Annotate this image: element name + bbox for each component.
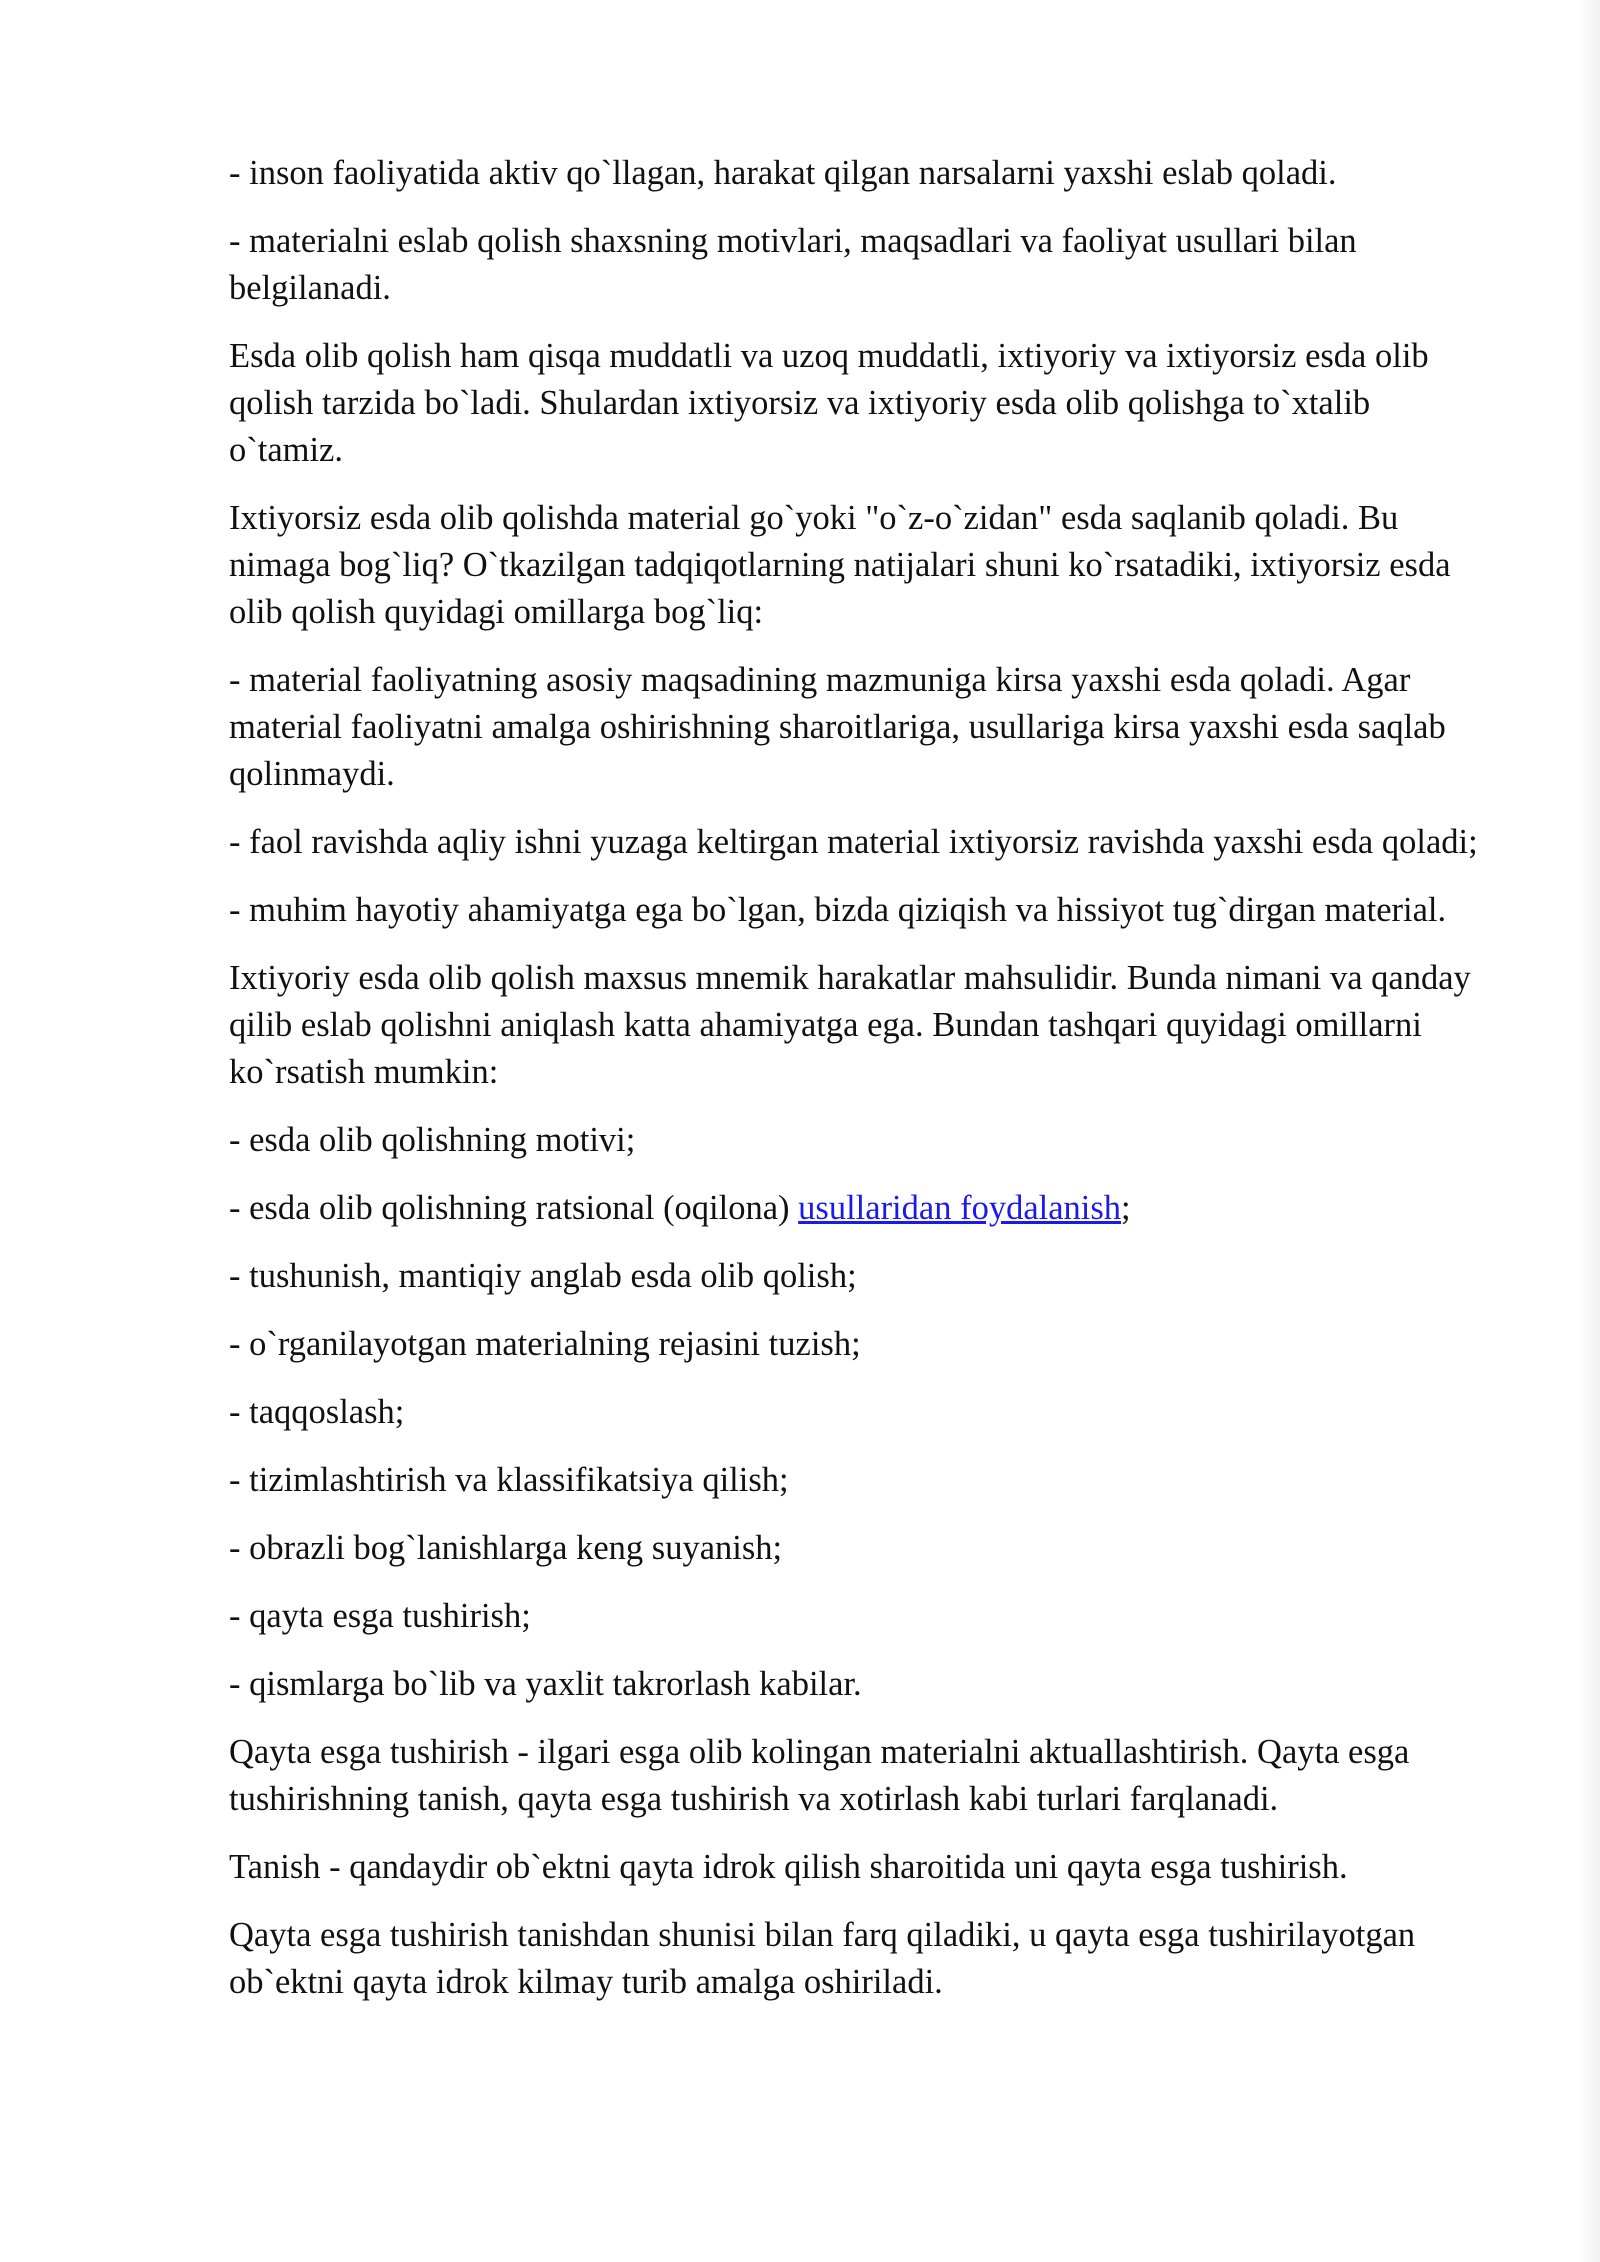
usullaridan-foydalanish-link[interactable]: usullaridan foydalanish bbox=[798, 1189, 1122, 1227]
paragraph: - esda olib qolishning motivi; bbox=[229, 1121, 636, 1159]
paragraph: Ixtiyorsiz esda olib qolishda material go`yoki "o`z-o`zidan" esda saqlanib qoladi. Bu nimaga bog`liq? O`tkazilgan tadqiqotlarning natijalari shuni ko`rsatadiki, ixtiyorsiz esda olib qolish quyidagi omillarga bog`liq: bbox=[229, 499, 1451, 631]
paragraph: - muhim hayotiy ahamiyatga ega bo`lgan, bizda qiziqish va hissiyot tug`dirgan material. bbox=[229, 891, 1447, 929]
paragraph-with-link bbox=[229, 1185, 1479, 1232]
paragraph: Qayta esga tushirish tanishdan shunisi bilan farq qiladiki, u qayta esga tushirilayotgan ob`ektni qayta idrok kilmay turib amalga oshiriladi. bbox=[229, 1916, 1416, 2001]
paragraph: - qayta esga tushirish; bbox=[229, 1597, 531, 1635]
paragraph-text: ; bbox=[1121, 1189, 1131, 1227]
page-edge-shadow bbox=[1580, 0, 1600, 2262]
paragraph: Qayta esga tushirish - ilgari esga olib kolingan materialni aktuallashtirish. Qayta esga tushirishning tanish, qayta esga tushirish va xotirlash kabi turlari farqlanadi. bbox=[229, 1733, 1410, 1818]
paragraph: Ixtiyoriy esda olib qolish maxsus mnemik harakatlar mahsulidir. Bunda nimani va qanday qilib eslab qolishni aniqlash katta ahamiyatga ega. Bundan tashqari quyidagi omillarni ko`rsatish mumkin: bbox=[229, 959, 1471, 1091]
paragraph: Esda olib qolish ham qisqa muddatli va uzoq muddatli, ixtiyoriy va ixtiyorsiz esda olib qolish tarzida bo`ladi. Shulardan ixtiyorsiz va ixtiyoriy esda olib qolishga to`xtalib o`tamiz. bbox=[229, 337, 1429, 469]
paragraph: - inson faoliyatida aktiv qo`llagan, harakat qilgan narsalarni yaxshi eslab qoladi. bbox=[229, 154, 1337, 192]
paragraph: - tizimlashtirish va klassifikatsiya qilish; bbox=[229, 1461, 789, 1499]
paragraph: - tushunish, mantiqiy anglab esda olib qolish; bbox=[229, 1257, 857, 1295]
paragraph: - material faoliyatning asosiy maqsadining mazmuniga kirsa yaxshi esda qoladi. Agar material faoliyatni amalga oshirishning sharoitlariga, usullariga kirsa yaxshi esda saqlab qolinmaydi. bbox=[229, 661, 1446, 793]
paragraph: - materialni eslab qolish shaxsning motivlari, maqsadlari va faoliyat usullari bilan belgilanadi. bbox=[229, 222, 1357, 307]
paragraph: - o`rganilayotgan materialning rejasini tuzish; bbox=[229, 1325, 861, 1363]
paragraph: Tanish - qandaydir ob`ektni qayta idrok qilish sharoitida uni qayta esga tushirish. bbox=[229, 1848, 1348, 1886]
paragraph: - taqqoslash; bbox=[229, 1393, 405, 1431]
document-body bbox=[229, 150, 1479, 2027]
paragraph: - qismlarga bo`lib va yaxlit takrorlash kabilar. bbox=[229, 1665, 862, 1703]
paragraph: - obrazli bog`lanishlarga keng suyanish; bbox=[229, 1529, 783, 1567]
paragraph: - faol ravishda aqliy ishni yuzaga keltirgan material ixtiyorsiz ravishda yaxshi esda qoladi; bbox=[229, 823, 1478, 861]
paragraph-text: - esda olib qolishning ratsional (oqilona) bbox=[229, 1189, 799, 1227]
